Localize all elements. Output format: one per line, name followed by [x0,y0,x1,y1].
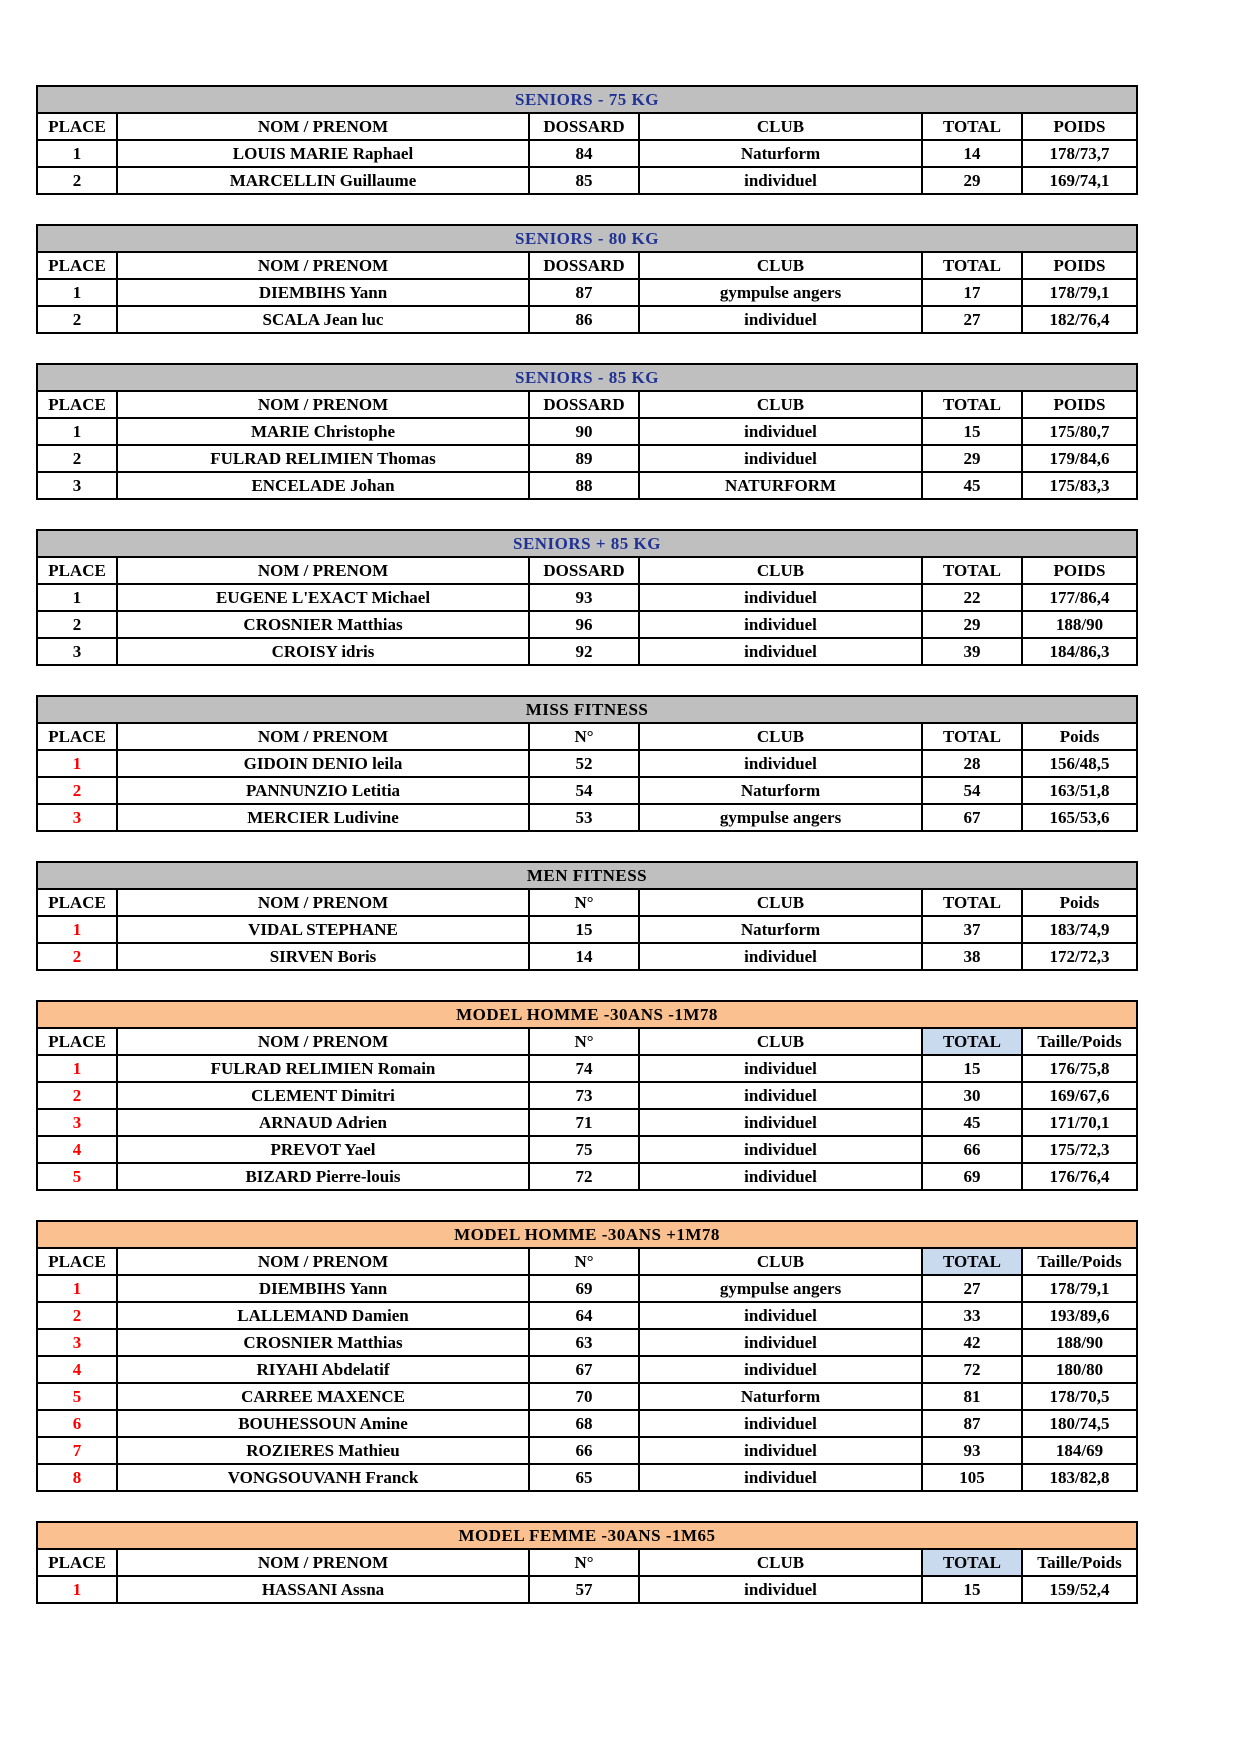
column-header-row [37,1248,1137,1275]
cell-club: individuel [639,1437,922,1464]
cell-place: 2 [37,445,117,472]
cell-total: 81 [922,1383,1022,1410]
cell-name: HASSANI Assna [117,1576,529,1603]
table-title: MEN FITNESS [37,862,1137,889]
cell-club: individuel [639,306,922,333]
cell-number: 66 [529,1437,639,1464]
cell-club: Naturform [639,777,922,804]
cell-name: DIEMBIHS Yann [117,279,529,306]
column-header-total: TOTAL [922,1549,1022,1576]
column-header-name: NOM / PRENOM [117,252,529,279]
cell-total: 29 [922,611,1022,638]
cell-size-weight: 165/53,6 [1022,804,1137,831]
cell-place: 5 [37,1163,117,1190]
cell-place: 4 [37,1356,117,1383]
column-header-row [37,391,1137,418]
column-header-row [37,1549,1137,1576]
cell-name: ENCELADE Johan [117,472,529,499]
column-header-club: CLUB [639,1028,922,1055]
cell-number: 52 [529,750,639,777]
cell-total: 39 [922,638,1022,665]
table-row [37,140,1137,167]
cell-number: 74 [529,1055,639,1082]
table-title: MISS FITNESS [37,696,1137,723]
table-row [37,638,1137,665]
column-header-total: TOTAL [922,1248,1022,1275]
column-header-poids: POIDS [1022,557,1137,584]
column-header-name: NOM / PRENOM [117,889,529,916]
table-row [37,804,1137,831]
cell-number: 72 [529,1163,639,1190]
column-header-num: DOSSARD [529,113,639,140]
cell-total: 67 [922,804,1022,831]
cell-name: SCALA Jean luc [117,306,529,333]
column-header-club: CLUB [639,113,922,140]
table-row [37,279,1137,306]
cell-total: 45 [922,1109,1022,1136]
cell-club: individuel [639,1576,922,1603]
column-header-poids: POIDS [1022,113,1137,140]
column-header-num: N° [529,1248,639,1275]
cell-place: 1 [37,279,117,306]
table-row [37,1329,1137,1356]
cell-size-weight: 163/51,8 [1022,777,1137,804]
cell-number: 64 [529,1302,639,1329]
cell-number: 54 [529,777,639,804]
cell-size-weight: 178/79,1 [1022,279,1137,306]
column-header-name: NOM / PRENOM [117,391,529,418]
cell-size-weight: 184/69 [1022,1437,1137,1464]
column-header-club: CLUB [639,391,922,418]
cell-total: 33 [922,1302,1022,1329]
cell-number: 68 [529,1410,639,1437]
cell-size-weight: 182/76,4 [1022,306,1137,333]
table-row [37,472,1137,499]
column-header-num: N° [529,889,639,916]
cell-name: VIDAL STEPHANE [117,916,529,943]
cell-total: 29 [922,167,1022,194]
cell-total: 28 [922,750,1022,777]
column-header-num: N° [529,1549,639,1576]
cell-total: 87 [922,1410,1022,1437]
cell-place: 2 [37,306,117,333]
column-header-num: N° [529,723,639,750]
cell-name: CROSNIER Matthias [117,1329,529,1356]
column-header-row [37,889,1137,916]
cell-place: 1 [37,584,117,611]
table-row [37,306,1137,333]
column-header-poids: Poids [1022,723,1137,750]
table-row [37,1464,1137,1491]
table-row [37,1410,1137,1437]
cell-club: Naturform [639,140,922,167]
table-title: SENIORS - 80 KG [37,225,1137,252]
column-header-total: TOTAL [922,723,1022,750]
table-row [37,445,1137,472]
cell-place: 5 [37,1383,117,1410]
cell-name: FULRAD RELIMIEN Thomas [117,445,529,472]
table-title: SENIORS - 75 KG [37,86,1137,113]
table-row [37,1275,1137,1302]
table-title: SENIORS - 85 KG [37,364,1137,391]
cell-club: individuel [639,418,922,445]
cell-club: individuel [639,1356,922,1383]
cell-club: individuel [639,1136,922,1163]
cell-size-weight: 178/73,7 [1022,140,1137,167]
cell-place: 4 [37,1136,117,1163]
column-header-poids: POIDS [1022,391,1137,418]
cell-club: individuel [639,943,922,970]
table-row [37,943,1137,970]
cell-total: 27 [922,306,1022,333]
table-row [37,777,1137,804]
cell-total: 29 [922,445,1022,472]
cell-size-weight: 176/76,4 [1022,1163,1137,1190]
column-header-total: TOTAL [922,113,1022,140]
results-table-model-homme-moins-30ans-moins-1m78 [36,1000,1138,1191]
cell-club: gympulse angers [639,804,922,831]
cell-club: individuel [639,1302,922,1329]
cell-name: BIZARD Pierre-louis [117,1163,529,1190]
cell-club: individuel [639,1109,922,1136]
cell-number: 14 [529,943,639,970]
cell-place: 2 [37,777,117,804]
column-header-place: PLACE [37,113,117,140]
results-table-men-fitness [36,861,1138,971]
cell-club: gympulse angers [639,279,922,306]
table-row [37,916,1137,943]
column-header-club: CLUB [639,889,922,916]
column-header-place: PLACE [37,391,117,418]
cell-total: 15 [922,1055,1022,1082]
cell-total: 17 [922,279,1022,306]
column-header-num: DOSSARD [529,557,639,584]
cell-total: 37 [922,916,1022,943]
cell-place: 2 [37,167,117,194]
column-header-total: TOTAL [922,252,1022,279]
cell-number: 65 [529,1464,639,1491]
cell-total: 93 [922,1437,1022,1464]
column-header-poids: POIDS [1022,252,1137,279]
cell-size-weight: 172/72,3 [1022,943,1137,970]
cell-total: 27 [922,1275,1022,1302]
cell-club: individuel [639,750,922,777]
table-title: MODEL HOMME -30ANS -1M78 [37,1001,1137,1028]
column-header-total: TOTAL [922,391,1022,418]
cell-number: 92 [529,638,639,665]
results-table-seniors-85kg [36,363,1138,500]
column-header-club: CLUB [639,557,922,584]
cell-club: individuel [639,1464,922,1491]
cell-number: 85 [529,167,639,194]
cell-name: BOUHESSOUN Amine [117,1410,529,1437]
cell-size-weight: 171/70,1 [1022,1109,1137,1136]
cell-number: 89 [529,445,639,472]
column-header-row [37,252,1137,279]
column-header-place: PLACE [37,252,117,279]
cell-name: CARREE MAXENCE [117,1383,529,1410]
cell-size-weight: 156/48,5 [1022,750,1137,777]
cell-club: individuel [639,445,922,472]
cell-name: LALLEMAND Damien [117,1302,529,1329]
cell-place: 2 [37,611,117,638]
column-header-club: CLUB [639,723,922,750]
column-header-place: PLACE [37,557,117,584]
cell-number: 70 [529,1383,639,1410]
table-row [37,1136,1137,1163]
cell-size-weight: 180/74,5 [1022,1410,1137,1437]
results-table-miss-fitness [36,695,1138,832]
cell-size-weight: 177/86,4 [1022,584,1137,611]
table-title: SENIORS + 85 KG [37,530,1137,557]
cell-size-weight: 175/72,3 [1022,1136,1137,1163]
column-header-club: CLUB [639,1248,922,1275]
cell-number: 57 [529,1576,639,1603]
cell-total: 42 [922,1329,1022,1356]
cell-club: Naturform [639,1383,922,1410]
cell-number: 75 [529,1136,639,1163]
cell-size-weight: 176/75,8 [1022,1055,1137,1082]
table-row [37,418,1137,445]
column-header-name: NOM / PRENOM [117,557,529,584]
cell-name: LOUIS MARIE Raphael [117,140,529,167]
cell-size-weight: 183/74,9 [1022,916,1137,943]
cell-total: 54 [922,777,1022,804]
cell-club: gympulse angers [639,1275,922,1302]
cell-place: 1 [37,750,117,777]
column-header-poids: Taille/Poids [1022,1248,1137,1275]
column-header-club: CLUB [639,252,922,279]
table-title: MODEL HOMME -30ANS +1M78 [37,1221,1137,1248]
cell-place: 1 [37,418,117,445]
cell-place: 7 [37,1437,117,1464]
cell-number: 69 [529,1275,639,1302]
column-header-total: TOTAL [922,1028,1022,1055]
cell-total: 15 [922,1576,1022,1603]
cell-name: CLEMENT Dimitri [117,1082,529,1109]
cell-size-weight: 178/70,5 [1022,1383,1137,1410]
column-header-place: PLACE [37,1248,117,1275]
cell-total: 66 [922,1136,1022,1163]
cell-club: individuel [639,1410,922,1437]
cell-size-weight: 178/79,1 [1022,1275,1137,1302]
cell-name: MARCELLIN Guillaume [117,167,529,194]
column-header-name: NOM / PRENOM [117,1248,529,1275]
cell-size-weight: 175/80,7 [1022,418,1137,445]
cell-place: 3 [37,1109,117,1136]
cell-number: 88 [529,472,639,499]
results-tables-container [36,85,1240,1604]
cell-number: 53 [529,804,639,831]
cell-club: Naturform [639,916,922,943]
column-header-num: N° [529,1028,639,1055]
results-table-model-femme-moins-30ans-moins-1m65 [36,1521,1138,1604]
cell-name: CROSNIER Matthias [117,611,529,638]
cell-place: 2 [37,1302,117,1329]
cell-size-weight: 193/89,6 [1022,1302,1137,1329]
column-header-place: PLACE [37,723,117,750]
table-row [37,1437,1137,1464]
cell-name: EUGENE L'EXACT Michael [117,584,529,611]
column-header-place: PLACE [37,1028,117,1055]
cell-name: MARIE Christophe [117,418,529,445]
column-header-total: TOTAL [922,557,1022,584]
cell-size-weight: 169/67,6 [1022,1082,1137,1109]
column-header-name: NOM / PRENOM [117,113,529,140]
cell-size-weight: 159/52,4 [1022,1576,1137,1603]
cell-place: 1 [37,916,117,943]
cell-size-weight: 188/90 [1022,611,1137,638]
cell-name: ROZIERES Mathieu [117,1437,529,1464]
column-header-poids: Poids [1022,889,1137,916]
cell-size-weight: 169/74,1 [1022,167,1137,194]
column-header-poids: Taille/Poids [1022,1028,1137,1055]
cell-number: 90 [529,418,639,445]
cell-club: individuel [639,1082,922,1109]
cell-name: PREVOT Yael [117,1136,529,1163]
cell-place: 1 [37,140,117,167]
cell-name: FULRAD RELIMIEN Romain [117,1055,529,1082]
column-header-num: DOSSARD [529,391,639,418]
cell-size-weight: 188/90 [1022,1329,1137,1356]
cell-total: 15 [922,418,1022,445]
table-title: MODEL FEMME -30ANS -1M65 [37,1522,1137,1549]
column-header-row [37,723,1137,750]
cell-total: 30 [922,1082,1022,1109]
cell-size-weight: 184/86,3 [1022,638,1137,665]
cell-place: 3 [37,804,117,831]
table-row [37,1163,1137,1190]
cell-place: 3 [37,472,117,499]
cell-total: 22 [922,584,1022,611]
column-header-club: CLUB [639,1549,922,1576]
cell-place: 6 [37,1410,117,1437]
column-header-row [37,113,1137,140]
cell-place: 3 [37,638,117,665]
cell-number: 87 [529,279,639,306]
column-header-num: DOSSARD [529,252,639,279]
cell-number: 67 [529,1356,639,1383]
results-table-seniors-plus-85kg [36,529,1138,666]
table-row [37,1383,1137,1410]
table-row [37,167,1137,194]
table-row [37,1302,1137,1329]
cell-total: 69 [922,1163,1022,1190]
cell-place: 3 [37,1329,117,1356]
column-header-name: NOM / PRENOM [117,1028,529,1055]
cell-name: SIRVEN Boris [117,943,529,970]
cell-total: 14 [922,140,1022,167]
cell-name: DIEMBIHS Yann [117,1275,529,1302]
table-row [37,1109,1137,1136]
table-row [37,611,1137,638]
column-header-row [37,1028,1137,1055]
cell-size-weight: 183/82,8 [1022,1464,1137,1491]
cell-number: 86 [529,306,639,333]
cell-club: individuel [639,584,922,611]
cell-number: 63 [529,1329,639,1356]
cell-place: 2 [37,943,117,970]
table-row [37,1055,1137,1082]
cell-size-weight: 180/80 [1022,1356,1137,1383]
cell-place: 1 [37,1055,117,1082]
cell-name: MERCIER Ludivine [117,804,529,831]
cell-club: individuel [639,1055,922,1082]
cell-name: GIDOIN DENIO leila [117,750,529,777]
table-row [37,750,1137,777]
cell-number: 71 [529,1109,639,1136]
column-header-place: PLACE [37,1549,117,1576]
cell-size-weight: 175/83,3 [1022,472,1137,499]
cell-total: 72 [922,1356,1022,1383]
cell-club: NATURFORM [639,472,922,499]
cell-number: 84 [529,140,639,167]
table-row [37,1082,1137,1109]
column-header-name: NOM / PRENOM [117,1549,529,1576]
cell-club: individuel [639,167,922,194]
cell-number: 93 [529,584,639,611]
cell-total: 45 [922,472,1022,499]
cell-number: 96 [529,611,639,638]
column-header-place: PLACE [37,889,117,916]
cell-place: 1 [37,1275,117,1302]
column-header-name: NOM / PRENOM [117,723,529,750]
column-header-poids: Taille/Poids [1022,1549,1137,1576]
table-row [37,584,1137,611]
cell-club: individuel [639,638,922,665]
cell-club: individuel [639,1329,922,1356]
cell-total: 38 [922,943,1022,970]
results-table-seniors-80kg [36,224,1138,334]
cell-club: individuel [639,1163,922,1190]
cell-club: individuel [639,611,922,638]
cell-total: 105 [922,1464,1022,1491]
column-header-total: TOTAL [922,889,1022,916]
cell-place: 1 [37,1576,117,1603]
cell-name: VONGSOUVANH Franck [117,1464,529,1491]
table-row [37,1356,1137,1383]
cell-number: 73 [529,1082,639,1109]
results-table-model-homme-moins-30ans-plus-1m78 [36,1220,1138,1492]
column-header-row [37,557,1137,584]
cell-place: 2 [37,1082,117,1109]
cell-name: RIYAHI Abdelatif [117,1356,529,1383]
cell-name: ARNAUD Adrien [117,1109,529,1136]
cell-place: 8 [37,1464,117,1491]
cell-name: CROISY idris [117,638,529,665]
cell-name: PANNUNZIO Letitia [117,777,529,804]
table-row [37,1576,1137,1603]
cell-size-weight: 179/84,6 [1022,445,1137,472]
cell-number: 15 [529,916,639,943]
results-table-seniors-75kg [36,85,1138,195]
